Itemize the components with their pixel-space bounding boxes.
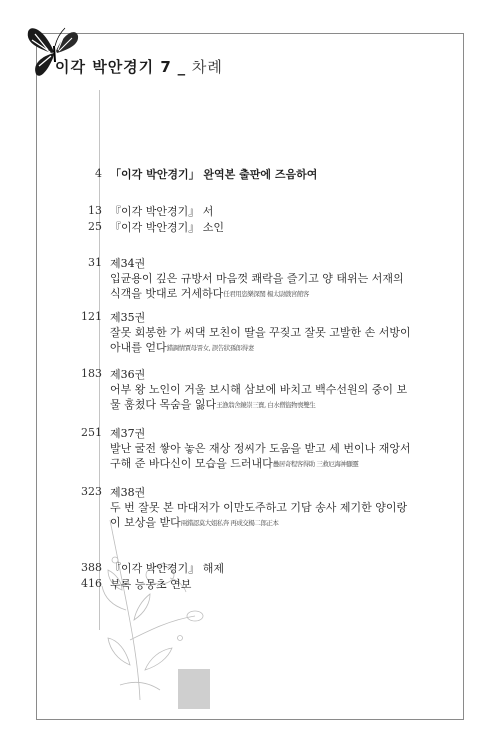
title-separator: _ bbox=[177, 58, 187, 76]
toc-entry-title-line-1: 잘못 회봉한 가 씨댁 모친이 딸을 꾸짖고 잘못 고발한 손 서방이 bbox=[110, 326, 411, 339]
toc-entry-title: 「이각 박안경기」 완역본 출판에 즈음하여 bbox=[110, 168, 318, 181]
toc-volume-label: 제36권 bbox=[110, 368, 146, 381]
toc-volume-label: 제35권 bbox=[110, 311, 146, 324]
toc-entry-title-line-1: 두 번 잘못 본 마대저가 이만도주하고 기담 송사 제기한 양이랑 bbox=[110, 501, 408, 514]
toc-entry-title-line-2: 이 보상을 받다 bbox=[110, 516, 181, 529]
toc-page-number: 13 bbox=[88, 204, 102, 217]
toc-volume-label: 제34권 bbox=[110, 257, 146, 270]
toc-entry-title: 『이각 박안경기』 소인 bbox=[110, 221, 225, 234]
book-title: 이각 박안경기 7 bbox=[55, 58, 172, 76]
toc-page-number: 31 bbox=[88, 256, 102, 269]
toc-entry-title-line-2: 아내를 얻다 bbox=[110, 341, 167, 354]
toc-page-number: 251 bbox=[81, 426, 102, 439]
toc-entry-title-line-2: 식객을 밧대로 거세하다 bbox=[110, 287, 224, 300]
botanical-illustration bbox=[100, 520, 250, 700]
toc-entry-title-line-2: 구해 준 바다신이 모습을 드러내다 bbox=[110, 457, 273, 470]
page-header bbox=[55, 56, 223, 77]
toc-entry-title-line-1: 입균용이 깊은 규방서 마음껏 쾌락을 즐기고 양 태위는 서재의 bbox=[110, 272, 404, 285]
toc-entry-hanja-title: 錯調情賈母詈女, 誤告狀孫郎得妻 bbox=[166, 344, 254, 352]
toc-volume-label: 제37권 bbox=[110, 427, 146, 440]
toc-page-number: 416 bbox=[81, 577, 102, 590]
toc-entry-title-line-1: 발난 굴전 쌓아 놓은 재상 정씨가 도움을 받고 세 번이나 재앙서 bbox=[110, 442, 411, 455]
toc-page-number: 4 bbox=[95, 167, 102, 180]
page-tab bbox=[178, 669, 210, 709]
toc-page-number: 25 bbox=[88, 220, 102, 233]
toc-page-number: 323 bbox=[81, 485, 102, 498]
toc-page-number: 183 bbox=[81, 367, 102, 380]
toc-entry-title: 『이각 박안경기』 서 bbox=[110, 205, 214, 218]
toc-volume-label: 제38권 bbox=[110, 486, 146, 499]
toc-entry-title-line-2: 물 훔쳤다 목숨을 잃다 bbox=[110, 398, 217, 411]
toc-entry-hanja-title: 王漁翁舍鏡崇三寶, 白水僧盜物喪雙生 bbox=[216, 401, 316, 409]
section-title: 차례 bbox=[191, 58, 223, 76]
toc-entry-hanja-title: 疊居奇程客得助 三救厄海神顯靈 bbox=[272, 460, 359, 468]
toc-page-number: 121 bbox=[81, 310, 102, 323]
toc-entry-title: 부록 능몽초 연보 bbox=[110, 578, 192, 591]
toc-entry-title-line-1: 어부 왕 노인이 거울 보시해 삼보에 바치고 백수선원의 중이 보 bbox=[110, 383, 408, 396]
toc-page-number: 388 bbox=[81, 561, 102, 574]
toc-entry-title: 『이각 박안경기』 해제 bbox=[110, 562, 225, 575]
toc-entry-hanja-title: 兩錯認莫大姐私奔 再成交楊二郎正本 bbox=[180, 519, 279, 527]
toc-entry-hanja-title: 任君用恣樂深閨 楊太尉戲宮館客 bbox=[223, 290, 309, 298]
